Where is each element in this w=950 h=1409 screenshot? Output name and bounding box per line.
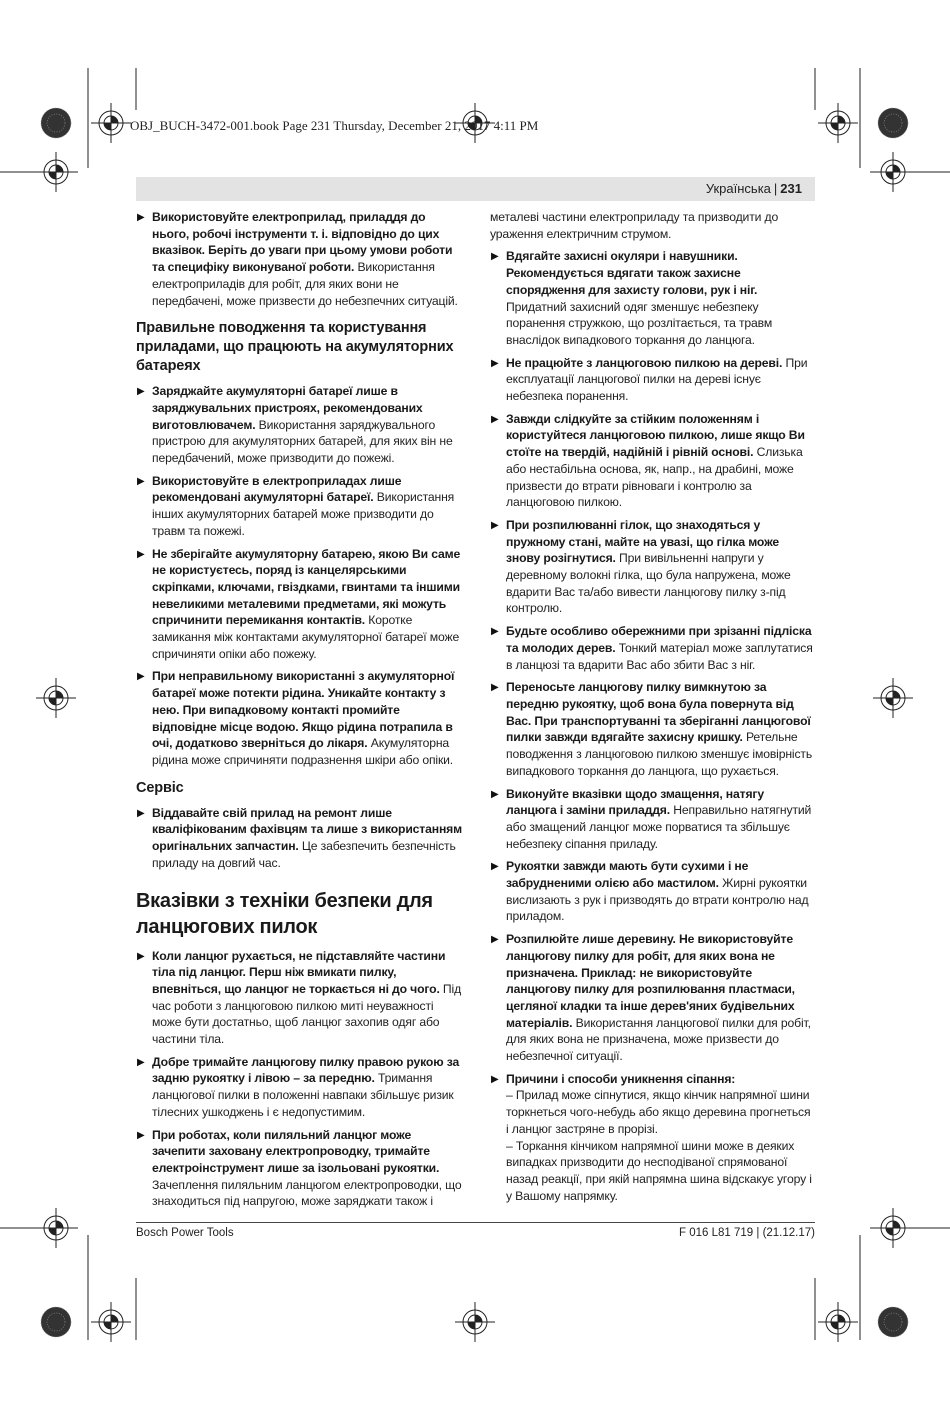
footer-rule	[136, 1222, 815, 1223]
list-item: ▶ Вдягайте захисні окуляри і навушники. Рекомендується вдягати також захисне спорядження для захисту голови, рук і ніг. Придатний захисний одяг зменшує небезпеку поранення стружкою, що розлітається, та травм внаслідок випадкового торкання до ланцюга.	[491, 249, 773, 347]
right-column	[490, 209, 815, 1210]
list-item: ▶ При неправильному використанні з акумуляторної батареї може потекти рідина. Уникайте контакту з нею. При випадковому контакті промийте відповідне місце водою. Якщо рідина потрапила в очі, додатково зверніться до лікаря. Акумуляторна рідина може спричиняти подразнення шкіри або опіки.	[137, 669, 455, 767]
bullet-triangle-icon: ▶	[137, 950, 145, 962]
bullet-triangle-icon: ▶	[137, 807, 145, 819]
list-item: ▶ Добре тримайте ланцюгову пилку правою рукою за задню рукоятку і лівою – за передню. Тримання ланцюгової пилки в положенні навпаки збільшує ризик тілесних ушкоджень і є недопустимим.	[137, 1054, 460, 1119]
bullet-triangle-icon: ▶	[137, 671, 145, 683]
list-item: ▶ Використовуйте електроприлад, приладдя до нього, робочі інструменти т. і. відповідно до цих вказівок. Беріть до уваги при цьому умови роботи та специфіку виконуваної роботи. Використання електроприладів для робіт, для яких вони не передбачені, може призвести до небезпечних ситуацій.	[137, 210, 458, 308]
print-info: OBJ_BUCH-3472-001.book Page 231 Thursday, December 21, 2017 4:11 PM	[130, 118, 539, 133]
list-item: ▶ Розпилюйте лише деревину. Не використовуйте ланцюгову пилку для робіт, для яких вона не призначена. Приклад: не використовуйте ланцюгову пилку для розпилювання пластмаси, цегляної кладки та інше дерев'яних будівельних матеріалів. Використання ланцюгової пилки для робіт, для яких вона не призначена, може призвести до небезпечної ситуації.	[491, 932, 811, 1064]
list-item: ▶ Рукоятки завжди мають бути сухими і не забрудненими олією або мастилом. Жирні рукоятки вислизають з рук і призводять до втрати контролю над приладом.	[491, 859, 809, 924]
chapter-heading: Вказівки з техніки безпеки для ланцюгових пилок	[136, 889, 433, 938]
bullet-triangle-icon: ▶	[137, 212, 145, 223]
section-heading: Правильне поводження та користування приладами, що працюють на акумуляторних батареях	[136, 320, 454, 375]
bullet-triangle-icon: ▶	[137, 548, 145, 560]
header-language: Українська	[705, 181, 771, 196]
list-item: ▶ Причини і способи уникнення сіпання: – Прилад може сіпнутися, якщо кінчик напрямної шини торкнеться чого-небудь або якщо деревина прогнеться і ланцюг застряне в прорізі. – Торкання кінчиком напрямної шини може в деяких випадках призводити до несподіваної спрямованої назад реакції, при якій напрямна шина відскакує угору і у Вашому напрямку.	[490, 1071, 815, 1205]
left-column	[136, 209, 464, 1216]
bullet-triangle-icon: ▶	[137, 475, 145, 487]
bullet-triangle-icon: ▶	[491, 682, 499, 694]
bullet-triangle-icon: ▶	[491, 357, 499, 369]
footer-doc-code: F 016 L81 719 | (21.12.17)	[679, 1227, 815, 1239]
sub-paragraph: – Торкання кінчиком напрямної шини може в деяких випадках призводити до несподіваної спрямованої назад реакції, при якій напрямна шина відскакує угору і у Вашому напрямку.	[506, 1138, 812, 1203]
bullet-triangle-icon: ▶	[137, 1129, 145, 1141]
list-item: ▶ Коли ланцюг рухається, не підставляйте частини тіла під ланцюг. Перш ніж вмикати пилку, впевніться, що ланцюг не торкається ні до чого. Під час роботи з ланцюговою пилкою миті неуважності може бути достатньо, щоб ланцюг захопив одяг або частини тіла.	[137, 948, 462, 1047]
list-item: ▶ Переносьте ланцюгову пилку вимкнутою за передню рукоятку, щоб вона була повернута від Вас. При транспортуванні та зберіганні ланцюгової пилки завжди вдягайте захисну кришку. Ретельне поводження з ланцюговою пилкою зменшує імовірність випадкового торкання до ланцюга, що рухається.	[491, 680, 813, 778]
bullet-triangle-icon: ▶	[491, 1073, 499, 1085]
list-item: ▶ При розпилюванні гілок, що знаходяться у пружному стані, майте на увазі, що гілка може знову розігнутися. При вивільненні напруги у деревному волокні гілка, що була напружена, може вдарити Вас та/або вивести ланцюгову пилку з-під контролю.	[491, 517, 791, 616]
bullet-triangle-icon: ▶	[491, 519, 499, 531]
bullet-triangle-icon: ▶	[491, 861, 499, 873]
running-header: Українська | 231	[705, 181, 802, 196]
page-number: 231	[780, 181, 802, 196]
list-item: ▶ Використовуйте в електроприладах лише рекомендовані акумуляторні батареї. Використання інших акумуляторних батарей може призводити до травм та пожежі.	[137, 473, 455, 538]
bullet-triangle-icon: ▶	[491, 251, 499, 263]
section-heading: Сервіс	[136, 779, 184, 796]
bullet-triangle-icon: ▶	[491, 413, 499, 425]
continued-text: металеві частини електроприладу та призводити до ураження електричним струмом.	[490, 210, 779, 241]
bullet-triangle-icon: ▶	[491, 934, 499, 946]
list-item: ▶ При роботах, коли пиляльний ланцюг може зачепити заховану електропроводку, тримайте електроінструмент лише за ізольовані рукоятки. Зачеплення пиляльним ланцюгом електропроводки, що знаходиться під напругою, може заряджати також і	[137, 1127, 462, 1209]
bullet-triangle-icon: ▶	[491, 788, 499, 800]
list-item: ▶ Заряджайте акумуляторні батареї лише в заряджувальних пристроях, рекомендованих виготовлювачем. Використання заряджувального пристрою для акумуляторних батарей, для яких він не передбачений, може призводити до пожежі.	[137, 384, 453, 466]
bullet-triangle-icon: ▶	[137, 386, 145, 398]
bullet-triangle-icon: ▶	[137, 1056, 145, 1068]
list-item: ▶ Не зберігайте акумуляторну батарею, якою Ви саме не користуєтесь, поряд із канцелярськими скріпками, ключами, гвіздками, гвинтами та іншими невеликими металевими предметами, які можуть спричинити перемикання контактів. Коротке замикання між контактами акумуляторної батареї може спричиняти опіки або пожежу.	[137, 546, 461, 661]
list-item: ▶ Завжди слідкуйте за стійким положенням і користуйтеся ланцюговою пилкою, лише якщо Ви стоїте на твердій, надійній і рівній основі. Слизька або нестабільна основа, як, напр., на драбині, може призвести до втрати рівноваги і контролю за ланцюговою пилкою.	[491, 411, 805, 510]
bullet-triangle-icon: ▶	[491, 626, 499, 638]
list-item: ▶ Віддавайте свій прилад на ремонт лише кваліфікованим фахівцям та лише з використанням оригінальних запчастин. Це забезпечить безпечність приладу на довгий час.	[137, 805, 463, 870]
footer-brand: Bosch Power Tools	[136, 1227, 234, 1239]
list-item: ▶ Не працюйте з ланцюговою пилкою на дереві. При експлуатації ланцюгової пилки на дереві існує небезпека поранення.	[491, 355, 808, 404]
list-item: ▶ Виконуйте вказівки щодо змащення, натягу ланцюга і заміни приладдя. Неправильно натягнутий або змащений ланцюг може порватися та збільшує небезпеку сіпання приладу.	[491, 786, 812, 851]
sub-paragraph: – Прилад може сіпнутися, якщо кінчик напрямної шини торкнеться чого-небудь або якщо деревина прогнеться і ланцюг застряне в прорізі.	[506, 1088, 811, 1136]
list-item: ▶ Будьте особливо обережними при зрізанні підліска та молодих дерев. Тонкий матеріал може заплутатися в ланцюзі та вдарити Вас або збити Вас з ніг.	[491, 624, 813, 672]
